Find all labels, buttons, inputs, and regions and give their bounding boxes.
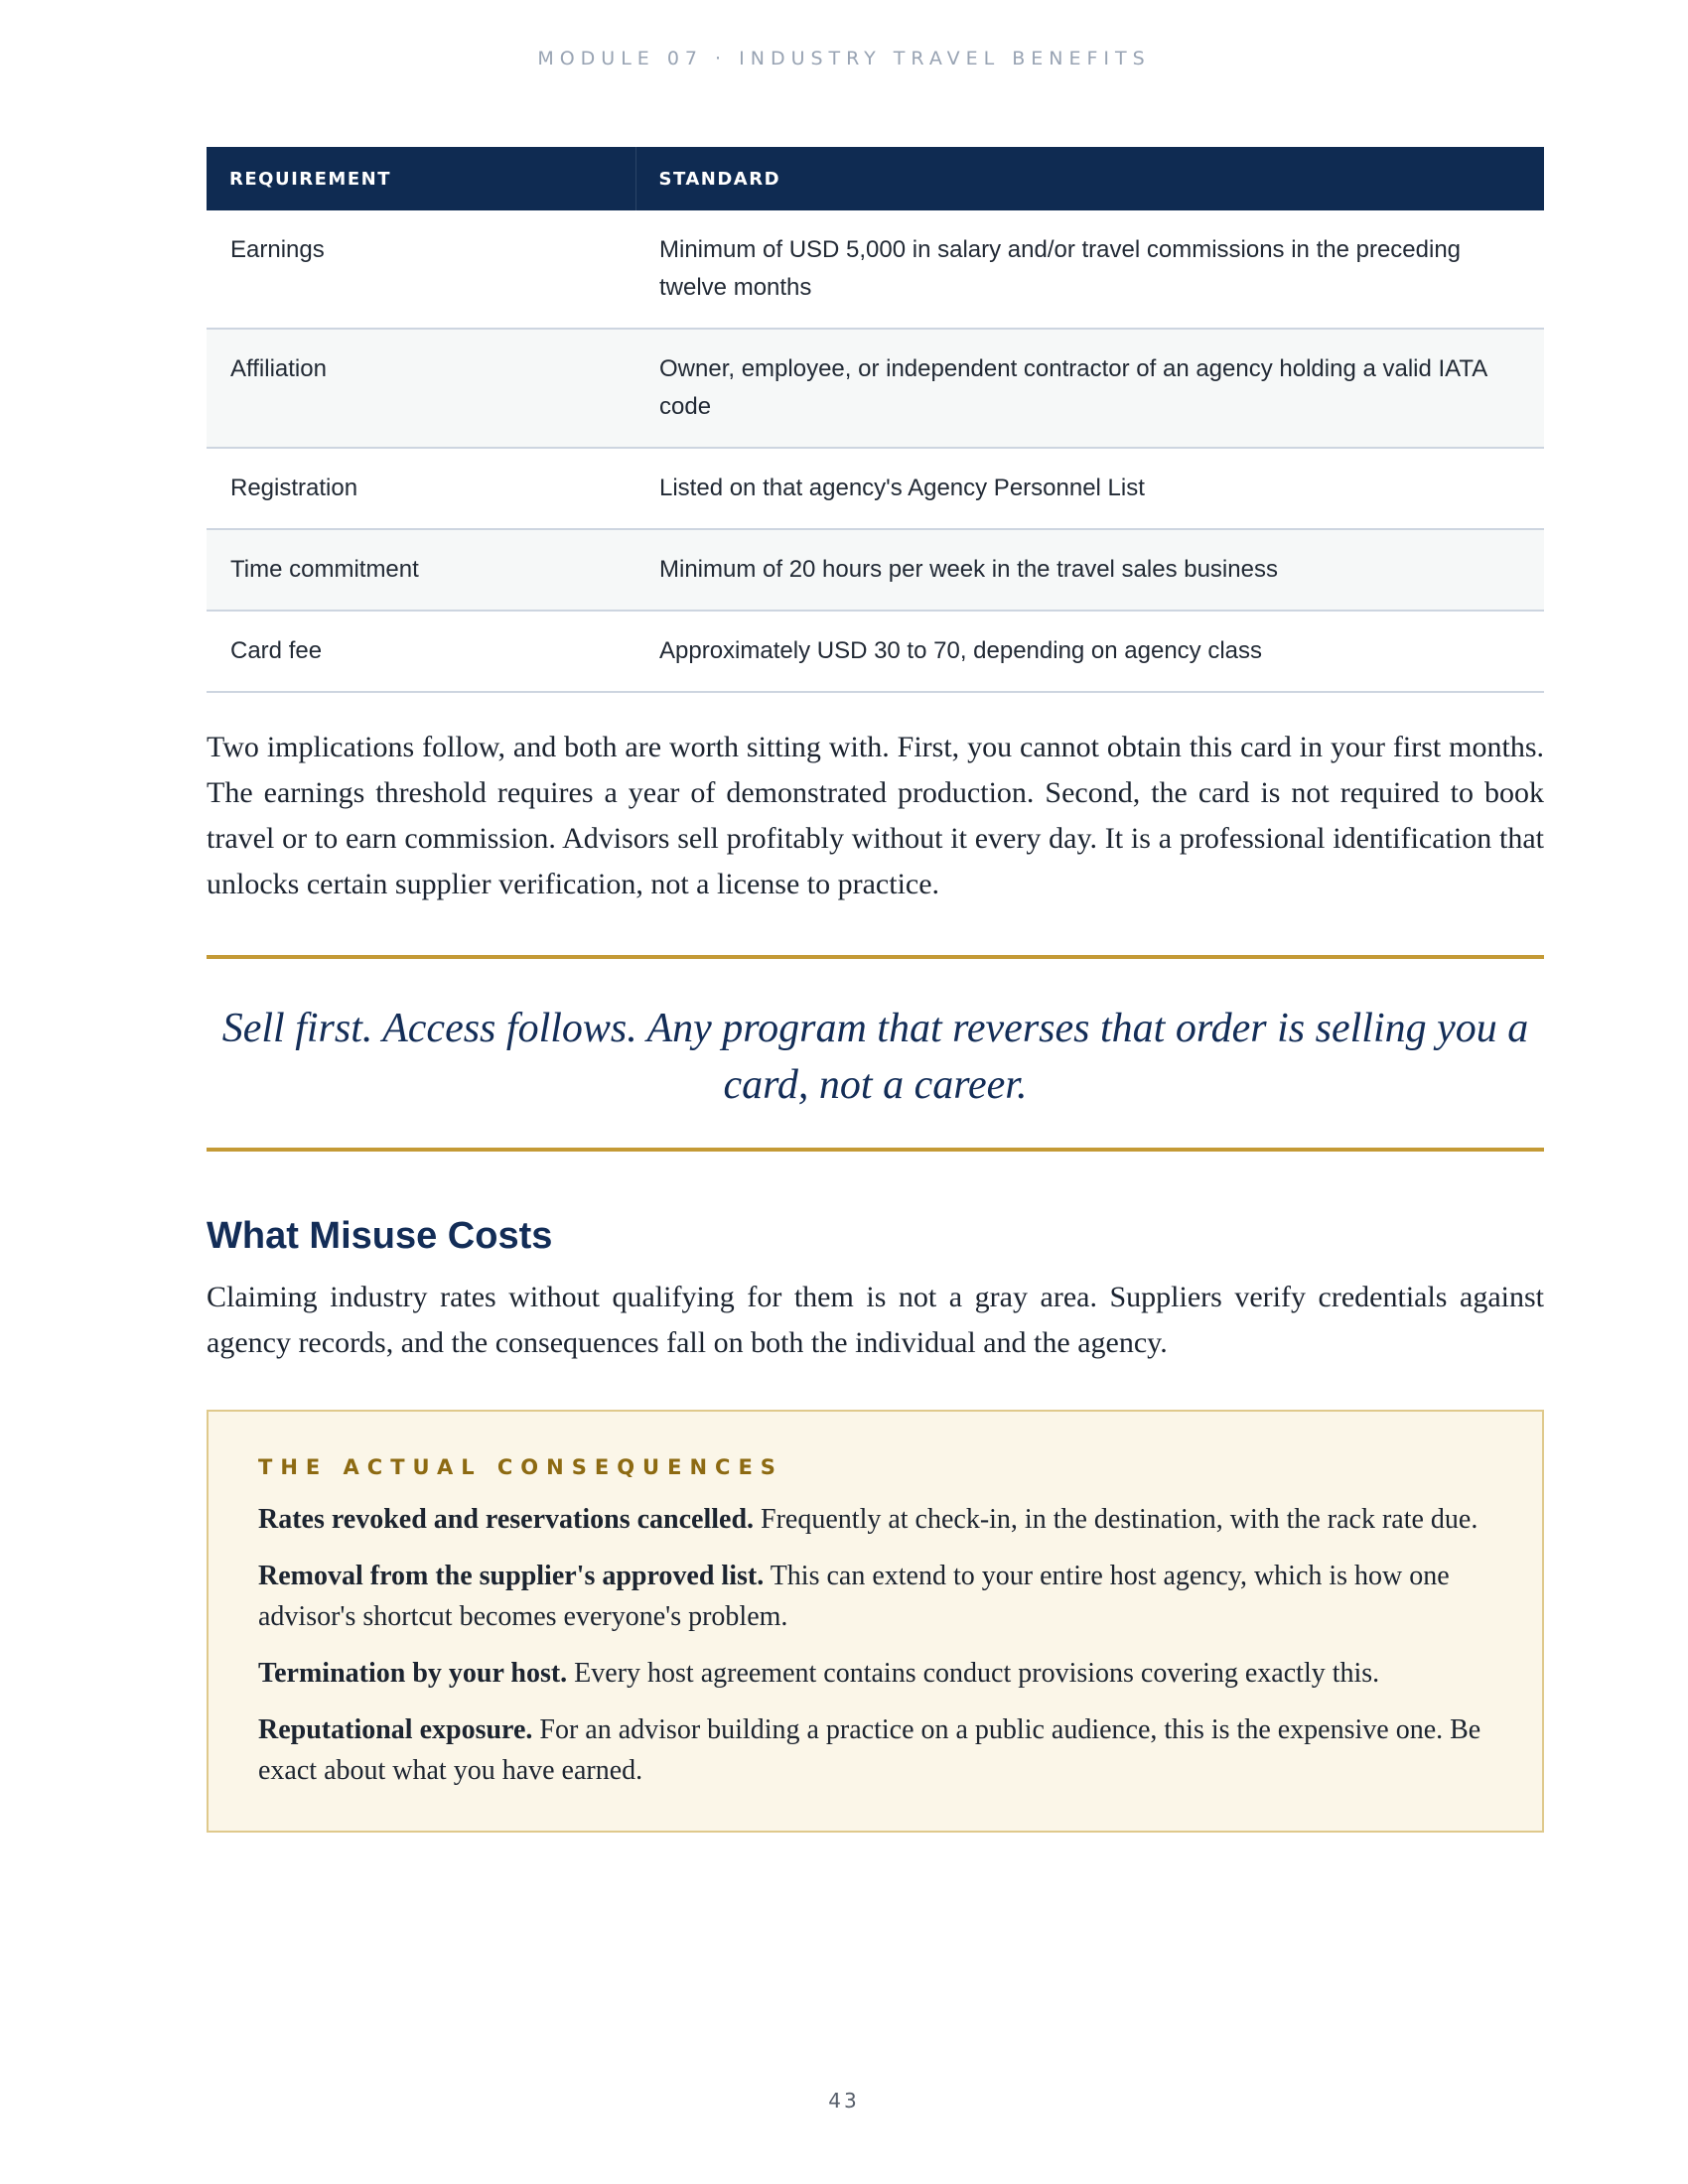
consequence-text: This can extend to your entire host agency, which is how one advisor's shortcut becomes everyone's problem. [258,1561,1450,1632]
column-header-requirement: REQUIREMENT [207,147,635,210]
standard-cell: Listed on that agency's Agency Personnel List [635,448,1544,529]
consequence-lead: Removal from the supplier's approved list. [258,1561,765,1591]
body-paragraph: Claiming industry rates without qualifying for them is not a gray area. Suppliers verify credentials against agency records, and the consequences fall on both the individual and the agency. [207,1281,1544,1359]
table-header [207,147,1544,210]
consequence-text: Frequently at check-in, in the destination, with the rack rate due. [754,1504,1478,1535]
pull-quote: Sell first. Access follows. Any program that reverses that order is selling you a card, not a career. [207,955,1544,1152]
consequence-item [258,1709,1492,1791]
column-header-standard: STANDARD [635,147,1544,210]
consequence-lead: Reputational exposure. [258,1714,533,1745]
page-content [207,147,1544,1833]
table-header-row [207,147,1544,210]
requirement-cell: Registration [207,448,635,529]
consequence-text: For an advisor building a practice on a public audience, this is the expensive one. Be exact about what you have earned. [258,1714,1481,1786]
standard-cell: Approximately USD 30 to 70, depending on agency class [635,611,1544,692]
consequence-lead: Termination by your host. [258,1658,568,1689]
standard-cell: Minimum of USD 5,000 in salary and/or travel commissions in the preceding twelve months [635,210,1544,329]
table-row [207,329,1544,448]
table-row [207,448,1544,529]
requirement-cell: Affiliation [207,329,635,448]
table-row [207,210,1544,329]
section-heading: What Misuse Costs [207,1215,553,1257]
consequence-text: Every host agreement contains conduct provisions covering exactly this. [567,1658,1380,1689]
callout-title: THE ACTUAL CONSEQUENCES [258,1455,783,1479]
requirement-cell: Earnings [207,210,635,329]
consequence-item [258,1556,1492,1637]
body-paragraph: Two implications follow, and both are worth sitting with. First, you cannot obtain this card in your first months. The earnings threshold requires a year of demonstrated production. Second, the card is not required to book travel or to earn commission. Advisors sell profitably without it every day. It is a professional identification that unlocks certain supplier verification, not a license to practice. [207,731,1544,900]
requirement-cell: Card fee [207,611,635,692]
requirements-table [207,147,1544,693]
table-row [207,611,1544,692]
running-header: MODULE 07 · INDUSTRY TRAVEL BENEFITS [537,48,1151,69]
consequence-lead: Rates revoked and reservations cancelled. [258,1504,755,1535]
standard-cell: Owner, employee, or independent contractor of an agency holding a valid IATA code [635,329,1544,448]
standard-cell: Minimum of 20 hours per week in the travel sales business [635,529,1544,611]
consequences-callout [207,1410,1544,1833]
table-body [207,210,1544,692]
page-number: 43 [828,2089,860,2113]
table-row [207,529,1544,611]
requirement-cell: Time commitment [207,529,635,611]
consequence-item [258,1499,1492,1540]
consequence-item [258,1653,1492,1694]
